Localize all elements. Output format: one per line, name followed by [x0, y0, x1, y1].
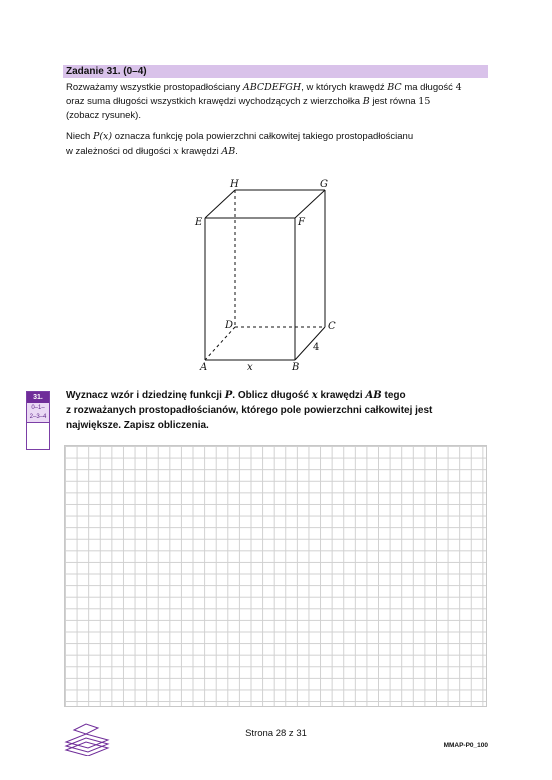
math-number-4: 4: [455, 82, 462, 93]
intro-text: oznacza funkcję pola powierzchni całkowitej takiego prostopadłościanu: [112, 131, 414, 142]
math-ab: AB: [365, 390, 382, 401]
edge-gf: [295, 190, 325, 218]
command-line-2: z rozważanych prostopadłościanów, którego pole powierzchni całkowitej jest: [66, 405, 433, 416]
math-x: x: [311, 390, 318, 401]
score-points-line-1: 0–1–: [31, 405, 45, 411]
label-b: B: [292, 362, 300, 373]
edge-da-hidden: [205, 327, 235, 360]
label-four: 4: [313, 342, 320, 353]
intro-text: , w których krawędź: [301, 82, 388, 93]
command-text: krawędzi: [317, 390, 366, 401]
intro-text: Niech: [66, 131, 93, 142]
intro-text: Rozważamy wszystkie prostopadłościany: [66, 82, 243, 93]
score-points-line-2: 2–3–4: [29, 414, 47, 420]
intro-text: krawędzi: [178, 146, 222, 157]
command-line-1: [66, 388, 432, 403]
command-line-3: największe. Zapisz obliczenia.: [66, 420, 209, 431]
command-text: . Oblicz długość: [232, 390, 312, 401]
score-box: [26, 391, 50, 450]
label-g: G: [320, 179, 328, 190]
math-x: x: [173, 146, 179, 157]
page-number: Strona 28 z 31: [245, 728, 307, 739]
label-x: x: [247, 362, 253, 373]
math-ab: AB: [221, 146, 236, 157]
score-points: [27, 403, 49, 423]
command-text: tego: [381, 390, 406, 401]
score-number: 31.: [27, 392, 49, 403]
intro-text: ma długość: [401, 82, 456, 93]
math-p: P: [224, 390, 233, 401]
task-title: Zadanie 31. (0–4): [66, 66, 147, 77]
label-d: D: [225, 320, 234, 331]
intro-text: .: [235, 146, 238, 157]
label-f: F: [298, 217, 305, 228]
intro-line-3: (zobacz rysunek).: [66, 110, 141, 121]
edge-eh: [205, 190, 235, 218]
intro-text: oraz suma długości wszystkich krawędzi wychodzących z wierzchołka: [66, 96, 363, 107]
command-text: Wyznacz wzór i dziedzinę funkcji: [66, 390, 225, 401]
math-bc: BC: [387, 82, 402, 93]
answer-grid[interactable]: [64, 445, 487, 707]
label-a: A: [200, 362, 208, 373]
intro-text: w zależności od długości: [66, 146, 174, 157]
label-e: E: [195, 217, 203, 228]
math-px: P(x): [92, 131, 113, 142]
math-abcdefgh: ABCDEFGH: [242, 82, 302, 93]
edge-cb: [295, 327, 325, 360]
math-number-15: 15: [418, 96, 431, 107]
label-h: H: [230, 179, 239, 190]
label-c: C: [328, 321, 336, 332]
task-command: [66, 388, 432, 433]
math-b: B: [362, 96, 370, 107]
intro-text: jest równa: [369, 96, 419, 107]
exam-code: MMAP-P0_100: [443, 742, 488, 749]
